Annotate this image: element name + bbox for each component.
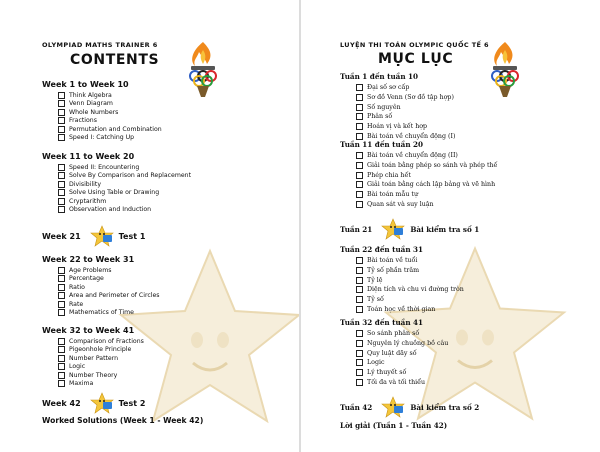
section-tuan-32-41 [340, 318, 448, 387]
checkbox-icon [356, 267, 363, 274]
toc-item[interactable] [58, 292, 160, 301]
checkbox-icon [356, 350, 363, 357]
book-brand: OLYMPIAD MATHS TRAINER 6 [42, 41, 158, 49]
toc-item-label: Percentage [69, 275, 104, 283]
toc-item[interactable] [58, 346, 144, 355]
checkbox-icon [356, 277, 363, 284]
toc-item[interactable] [356, 161, 497, 171]
toc-item-label: Divisibility [69, 180, 101, 188]
test-week: Tuần 21 [340, 224, 373, 234]
star-mascot-icon [89, 392, 115, 414]
toc-item[interactable] [58, 180, 191, 189]
toc-item-label: Đại số sơ cấp [367, 84, 410, 92]
test-2-row[interactable] [42, 392, 145, 414]
toc-item[interactable] [58, 117, 162, 126]
checkbox-icon [58, 117, 65, 124]
section-week-1-10 [42, 80, 162, 142]
toc-item-label: Giải toán bằng cách lập bảng và vẽ hình [367, 181, 496, 189]
test-label: Test 1 [118, 231, 146, 241]
toc-item[interactable] [58, 275, 160, 284]
test-label: Bài kiểm tra số 2 [410, 402, 480, 412]
checkbox-icon [356, 191, 363, 198]
toc-item-label: Toán học về thời gian [367, 305, 436, 313]
toc-item-label: Sơ đồ Venn (Sơ đồ tập hợp) [367, 94, 454, 102]
star-mascot-icon [380, 396, 406, 418]
toc-item-label: Cryptarithm [69, 197, 107, 205]
toc-item[interactable] [356, 377, 448, 387]
section-heading: Week 22 to Week 31 [42, 255, 135, 264]
toc-item[interactable] [58, 354, 144, 363]
toc-item-label: Observation and Induction [69, 206, 152, 214]
section-tuan-22-31 [340, 245, 464, 314]
checkbox-icon [58, 172, 65, 179]
toc-item-label: Number Theory [69, 371, 118, 379]
test-week: Tuần 42 [340, 402, 373, 412]
toc-item[interactable] [356, 151, 497, 161]
toc-item-label: Phân số [367, 113, 393, 121]
toc-item-label: Venn Diagram [69, 100, 113, 108]
toc-item[interactable] [356, 304, 464, 314]
checkbox-icon [58, 309, 65, 316]
checkbox-icon [58, 301, 65, 308]
toc-item[interactable] [356, 93, 455, 103]
toc-item[interactable] [356, 199, 497, 209]
toc-item-label: Số nguyên [367, 103, 401, 111]
checkbox-icon [356, 181, 363, 188]
checkbox-icon [58, 338, 65, 345]
checkbox-icon [356, 330, 363, 337]
toc-item[interactable] [356, 180, 497, 190]
section-tuan-1-10 [340, 72, 455, 141]
toc-item[interactable] [58, 206, 191, 215]
toc-item[interactable] [58, 300, 160, 309]
worked-solutions-link[interactable]: Worked Solutions (Week 1 - Week 42) [42, 416, 204, 425]
checkbox-icon [356, 104, 363, 111]
toc-item[interactable] [58, 125, 162, 134]
toc-item-label: Phép chia hết [367, 171, 411, 179]
checkbox-icon [356, 94, 363, 101]
toc-item[interactable] [356, 358, 448, 368]
test-1-row[interactable] [340, 218, 479, 240]
toc-item-label: Solve By Comparison and Replacement [69, 172, 192, 180]
toc-item-label: Hoán vị và kết hợp [367, 123, 428, 131]
toc-item[interactable] [356, 339, 448, 349]
toc-item-label: Bài toán về chuyển động (II) [367, 152, 458, 160]
checkbox-icon [356, 133, 363, 140]
toc-item[interactable] [356, 170, 497, 180]
toc-item[interactable] [58, 371, 144, 380]
checkbox-icon [58, 198, 65, 205]
toc-item-label: Quy luật dãy số [367, 349, 417, 357]
toc-item[interactable] [356, 329, 448, 339]
book-brand: LUYỆN THI TOÁN OLYMPIC QUỐC TẾ 6 [340, 41, 489, 49]
toc-item-label: So sánh phân số [367, 330, 420, 338]
checkbox-icon [356, 172, 363, 179]
toc-item[interactable] [356, 285, 464, 295]
toc-item-label: Bài toán về chuyển động (I) [367, 132, 456, 140]
toc-item-label: Nguyên lý chuồng bồ câu [367, 340, 449, 348]
section-week-11-20 [42, 152, 191, 214]
checkbox-icon [58, 346, 65, 353]
toc-item[interactable] [356, 122, 455, 132]
right-page [300, 0, 600, 452]
toc-item-label: Speed I: Catching Up [69, 134, 135, 142]
star-mascot-icon [89, 225, 115, 247]
toc-item[interactable] [58, 100, 162, 109]
checkbox-icon [58, 206, 65, 213]
checkbox-icon [356, 296, 363, 303]
toc-item[interactable] [58, 108, 162, 117]
toc-item[interactable] [58, 189, 191, 198]
checkbox-icon [356, 359, 363, 366]
checkbox-icon [58, 126, 65, 133]
test-week: Week 21 [42, 231, 81, 241]
toc-item-label: Area and Perimeter of Circles [69, 292, 160, 300]
toc-item-label: Number Pattern [69, 354, 119, 362]
toc-item[interactable] [58, 283, 160, 292]
section-heading: Week 1 to Week 10 [42, 80, 129, 89]
toc-item[interactable] [356, 112, 455, 122]
checkbox-icon [58, 92, 65, 99]
checkbox-icon [356, 123, 363, 130]
toc-item-label: Tỷ số phần trăm [367, 267, 420, 275]
section-heading: Tuần 1 đến tuần 10 [340, 72, 419, 81]
toc-item-label: Ratio [69, 283, 85, 291]
checkbox-icon [356, 162, 363, 169]
section-heading: Tuần 32 đến tuần 41 [340, 318, 424, 327]
test-label: Test 2 [118, 398, 146, 408]
checkbox-icon [58, 181, 65, 188]
toc-item-label: Tỷ số [367, 296, 384, 304]
section-heading: Tuần 11 đến tuần 20 [340, 140, 424, 149]
toc-item-label: Maxima [69, 380, 94, 388]
checkbox-icon [58, 292, 65, 299]
toc-item-label: Bài toán mẫu tự [367, 191, 419, 199]
toc-item[interactable] [58, 380, 144, 389]
checkbox-icon [58, 267, 65, 274]
test-1-row[interactable] [42, 225, 145, 247]
toc-item-label: Bài toán về tuổi [367, 257, 418, 265]
checkbox-icon [58, 380, 65, 387]
checkbox-icon [356, 306, 363, 313]
olympic-torch-icon [485, 40, 525, 98]
checkbox-icon [58, 109, 65, 116]
toc-item[interactable] [356, 295, 464, 305]
toc-item[interactable] [356, 102, 455, 112]
checkbox-icon [356, 113, 363, 120]
checkbox-icon [356, 369, 363, 376]
toc-item[interactable] [58, 163, 191, 172]
checkbox-icon [356, 84, 363, 91]
toc-item-label: Quan sát và suy luận [367, 200, 434, 208]
toc-item-label: Diện tích và chu vi đường tròn [367, 286, 464, 294]
toc-item[interactable] [356, 368, 448, 378]
toc-item[interactable] [356, 275, 464, 285]
toc-item-label: Permutation and Combination [69, 125, 162, 133]
toc-item-label: Age Problems [69, 266, 112, 274]
test-week: Week 42 [42, 398, 81, 408]
toc-item-label: Tỷ lệ [367, 276, 383, 284]
worked-solutions-link[interactable]: Lời giải (Tuần 1 - Tuần 42) [340, 421, 448, 430]
checkbox-icon [356, 152, 363, 159]
checkbox-icon [356, 340, 363, 347]
olympic-torch-icon [183, 40, 223, 98]
checkbox-icon [356, 257, 363, 264]
checkbox-icon [58, 284, 65, 291]
section-heading: Tuần 22 đến tuần 31 [340, 245, 424, 254]
toc-item[interactable] [356, 83, 455, 93]
checkbox-icon [58, 372, 65, 379]
toc-item-label: Speed II: Encountering [69, 163, 140, 171]
checkbox-icon [58, 100, 65, 107]
toc-item-label: Tối đa và tối thiểu [367, 378, 426, 386]
toc-item-label: Rate [69, 300, 84, 308]
section-week-32-41 [42, 326, 144, 388]
star-mascot-icon [380, 218, 406, 240]
page-title: MỤC LỤC [378, 51, 454, 67]
toc-item[interactable] [58, 134, 162, 143]
toc-item[interactable] [58, 91, 162, 100]
toc-item[interactable] [356, 348, 448, 358]
toc-item[interactable] [58, 337, 144, 346]
toc-item[interactable] [58, 309, 160, 318]
checkbox-icon [356, 379, 363, 386]
checkbox-icon [356, 286, 363, 293]
toc-item[interactable] [58, 197, 191, 206]
section-tuan-11-20 [340, 140, 497, 209]
section-heading: Week 32 to Week 41 [42, 326, 135, 335]
toc-item[interactable] [58, 266, 160, 275]
toc-item-label: Giải toán bằng phép so sánh và phép thế [367, 162, 498, 170]
page-title: CONTENTS [70, 52, 160, 68]
toc-item[interactable] [356, 190, 497, 200]
toc-item-label: Whole Numbers [69, 108, 119, 116]
toc-item[interactable] [356, 266, 464, 276]
test-2-row[interactable] [340, 396, 479, 418]
checkbox-icon [58, 355, 65, 362]
toc-item-label: Think Algebra [69, 91, 112, 99]
section-week-22-31 [42, 255, 160, 317]
toc-item-label: Logic [69, 363, 86, 371]
toc-item[interactable] [58, 363, 144, 372]
checkbox-icon [58, 134, 65, 141]
toc-item-label: Comparison of Fractions [69, 337, 144, 345]
checkbox-icon [58, 189, 65, 196]
toc-item[interactable] [58, 172, 191, 181]
checkbox-icon [58, 363, 65, 370]
toc-item-label: Lý thuyết số [367, 369, 407, 377]
checkbox-icon [356, 201, 363, 208]
section-heading: Week 11 to Week 20 [42, 152, 135, 161]
toc-item-label: Logic [367, 359, 385, 367]
toc-item-label: Pigeonhole Principle [69, 346, 132, 354]
checkbox-icon [58, 275, 65, 282]
test-label: Bài kiểm tra số 1 [410, 224, 480, 234]
checkbox-icon [58, 164, 65, 171]
toc-item-label: Solve Using Table or Drawing [69, 189, 160, 197]
toc-item-label: Fractions [69, 117, 97, 125]
toc-item[interactable] [356, 256, 464, 266]
toc-item-label: Mathematics of Time [69, 309, 134, 317]
